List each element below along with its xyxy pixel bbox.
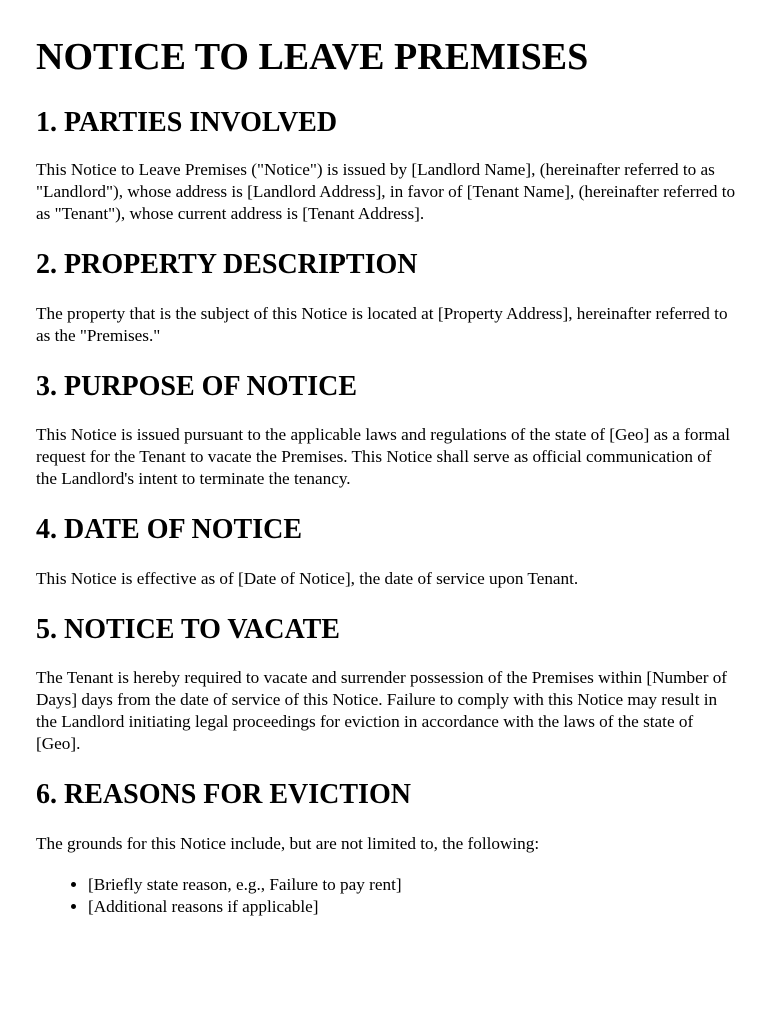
list-item: • [Additional reasons if applicable] [88,896,736,918]
section-parties-involved [36,107,736,225]
section-notice-to-vacate [36,614,736,755]
section-paragraph: This Notice to Leave Premises ("Notice") is issued by [Landlord Name], (hereinafter referred to as "Landlord"), whose address is [Landlord Address], in favor of [Tenant Name], (hereinafter referred to as "Tenant"), whose current address is [Tenant Address]. [36,160,736,223]
section-heading: 5. NOTICE TO VACATE [36,614,340,645]
section-heading: 4. DATE OF NOTICE [36,514,303,545]
document-page [36,0,736,918]
section-paragraph: The Tenant is hereby required to vacate and surrender possession of the Premises within [Number of Days] days from the date of service of this Notice. Failure to comply with this Notice may result in the Landlord initiating legal proceedings for eviction in accordance with the laws of the state of [Geo]. [36,668,728,753]
section-paragraph: This Notice is effective as of [Date of Notice], the date of service upon Tenant. [36,569,579,588]
section-paragraph: The property that is the subject of this Notice is located at [Property Address], hereinafter referred to as the "Premises." [36,304,728,345]
document-title: NOTICE TO LEAVE PREMISES [36,36,589,78]
section-date-of-notice [36,514,736,590]
section-heading: 2. PROPERTY DESCRIPTION [36,249,418,280]
section-paragraph: This Notice is issued pursuant to the applicable laws and regulations of the state of [Geo] as a formal request for the Tenant to vacate the Premises. This Notice shall serve as official communication of the Landlord's intent to terminate the tenancy. [36,425,730,488]
section-heading: 1. PARTIES INVOLVED [36,107,338,138]
section-heading: 6. REASONS FOR EVICTION [36,779,411,810]
section-property-description [36,249,736,347]
section-paragraph: The grounds for this Notice include, but are not limited to, the following: [36,834,540,853]
list-item: • [Briefly state reason, e.g., Failure to pay rent] [88,874,736,896]
section-reasons-for-eviction [36,779,736,918]
reasons-list [36,874,736,918]
section-heading: 3. PURPOSE OF NOTICE [36,371,357,402]
section-purpose-of-notice [36,371,736,490]
